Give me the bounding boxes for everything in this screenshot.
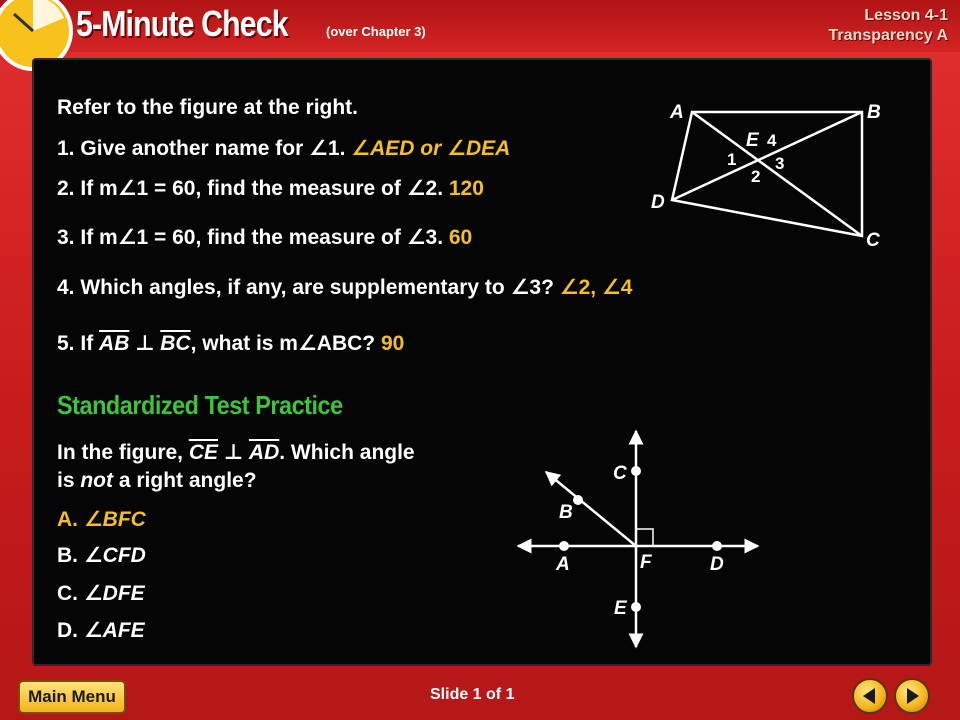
triangle-right-icon (896, 680, 928, 712)
prompt-text: is (57, 469, 75, 492)
question-text: Give another name for ∠1. (80, 137, 346, 160)
perpendicular-lines-figure (510, 425, 770, 655)
line-ad: $\overline{AD}$ (248, 441, 280, 464)
question-3 (57, 225, 472, 250)
triangle-left-icon (854, 680, 886, 712)
answer-text: 120 (448, 177, 484, 200)
slide-counter: Slide 1 of 1 (430, 686, 515, 703)
option-a[interactable] (57, 507, 146, 532)
right-angle-mark (636, 529, 653, 546)
page-subtitle: (over Chapter 3) (326, 24, 426, 39)
quadrilateral-figure (640, 96, 900, 256)
page-title: 5-Minute Check (76, 3, 288, 44)
question-number: 5. (57, 332, 75, 355)
option-text: ∠CFD (83, 544, 146, 567)
line-ce: $\overline{CE}$ (188, 441, 219, 464)
label-b: B (867, 102, 881, 123)
option-c[interactable] (57, 581, 145, 606)
transparency-label: Transparency A (828, 27, 948, 44)
option-letter: D. (57, 619, 78, 642)
point-e (631, 602, 641, 612)
prompt-text: In the figure, (57, 441, 183, 464)
label-a: A (670, 102, 684, 123)
question-5 (57, 331, 404, 356)
label-f: F (640, 552, 652, 573)
question-number: 4. (57, 276, 75, 299)
option-text: ∠AFE (83, 619, 145, 642)
diagonal-bd (672, 112, 862, 200)
point-b (573, 495, 583, 505)
point-c (631, 466, 641, 476)
intro-text: Refer to the figure at the right. (57, 96, 359, 119)
perp-symbol: ⊥ (223, 441, 244, 464)
question-1 (57, 136, 510, 161)
option-letter: C. (57, 582, 78, 605)
practice-prompt-line1 (57, 440, 415, 465)
question-text-pre: If (80, 332, 94, 355)
question-number: 1. (57, 137, 75, 160)
option-text: ∠BFC (83, 508, 146, 531)
angle-label-3: 3 (775, 154, 785, 173)
segment-ab: $\overline{AB}$ (99, 332, 130, 355)
angle-label-1: 1 (727, 150, 737, 169)
option-b[interactable] (57, 543, 146, 568)
option-text: ∠DFE (83, 582, 145, 605)
question-number: 2. (57, 177, 75, 200)
label-c: C (866, 230, 880, 251)
prompt-text: . Which angle (279, 441, 415, 464)
question-text-post: , what is m∠ABC? (190, 332, 376, 355)
angle-label-2: 2 (751, 167, 761, 186)
option-d[interactable] (57, 618, 145, 643)
question-text: Which angles, if any, are supplementary to ∠3? (80, 276, 554, 299)
label-e: E (614, 598, 627, 619)
point-d (712, 541, 722, 551)
question-text: If m∠1 = 60, find the measure of ∠3. (80, 226, 444, 249)
angle-label-4: 4 (767, 131, 777, 150)
point-a (559, 541, 569, 551)
answer-text: ∠2, ∠4 (559, 276, 633, 299)
label-d: D (651, 192, 665, 213)
question-4 (57, 275, 632, 300)
question-number: 3. (57, 226, 75, 249)
question-2 (57, 176, 484, 201)
label-d: D (710, 554, 724, 575)
option-letter: A. (57, 508, 78, 531)
question-text: If m∠1 = 60, find the measure of ∠2. (80, 177, 444, 200)
label-e: E (746, 130, 759, 151)
answer-text: 90 (380, 332, 405, 355)
option-letter: B. (57, 544, 78, 567)
label-c: C (613, 463, 627, 484)
segment-bc: $\overline{BC}$ (160, 332, 191, 355)
answer-text: ∠AED or ∠DEA (351, 137, 511, 160)
perp-symbol: ⊥ (135, 332, 155, 355)
previous-slide-button[interactable] (852, 678, 888, 714)
diagonal-ac (692, 112, 862, 236)
answer-text: 60 (448, 226, 473, 249)
main-menu-button[interactable]: Main Menu (18, 680, 126, 714)
prompt-text: a right angle? (118, 469, 257, 492)
practice-heading: Standardized Test Practice (57, 390, 343, 420)
label-b: B (559, 502, 573, 523)
label-a: A (556, 554, 570, 575)
prompt-emphasis: not (80, 469, 114, 492)
lesson-number: Lesson 4-1 (864, 7, 948, 24)
practice-prompt-line2 (57, 469, 257, 493)
next-slide-button[interactable] (894, 678, 930, 714)
lesson-label (829, 6, 948, 46)
